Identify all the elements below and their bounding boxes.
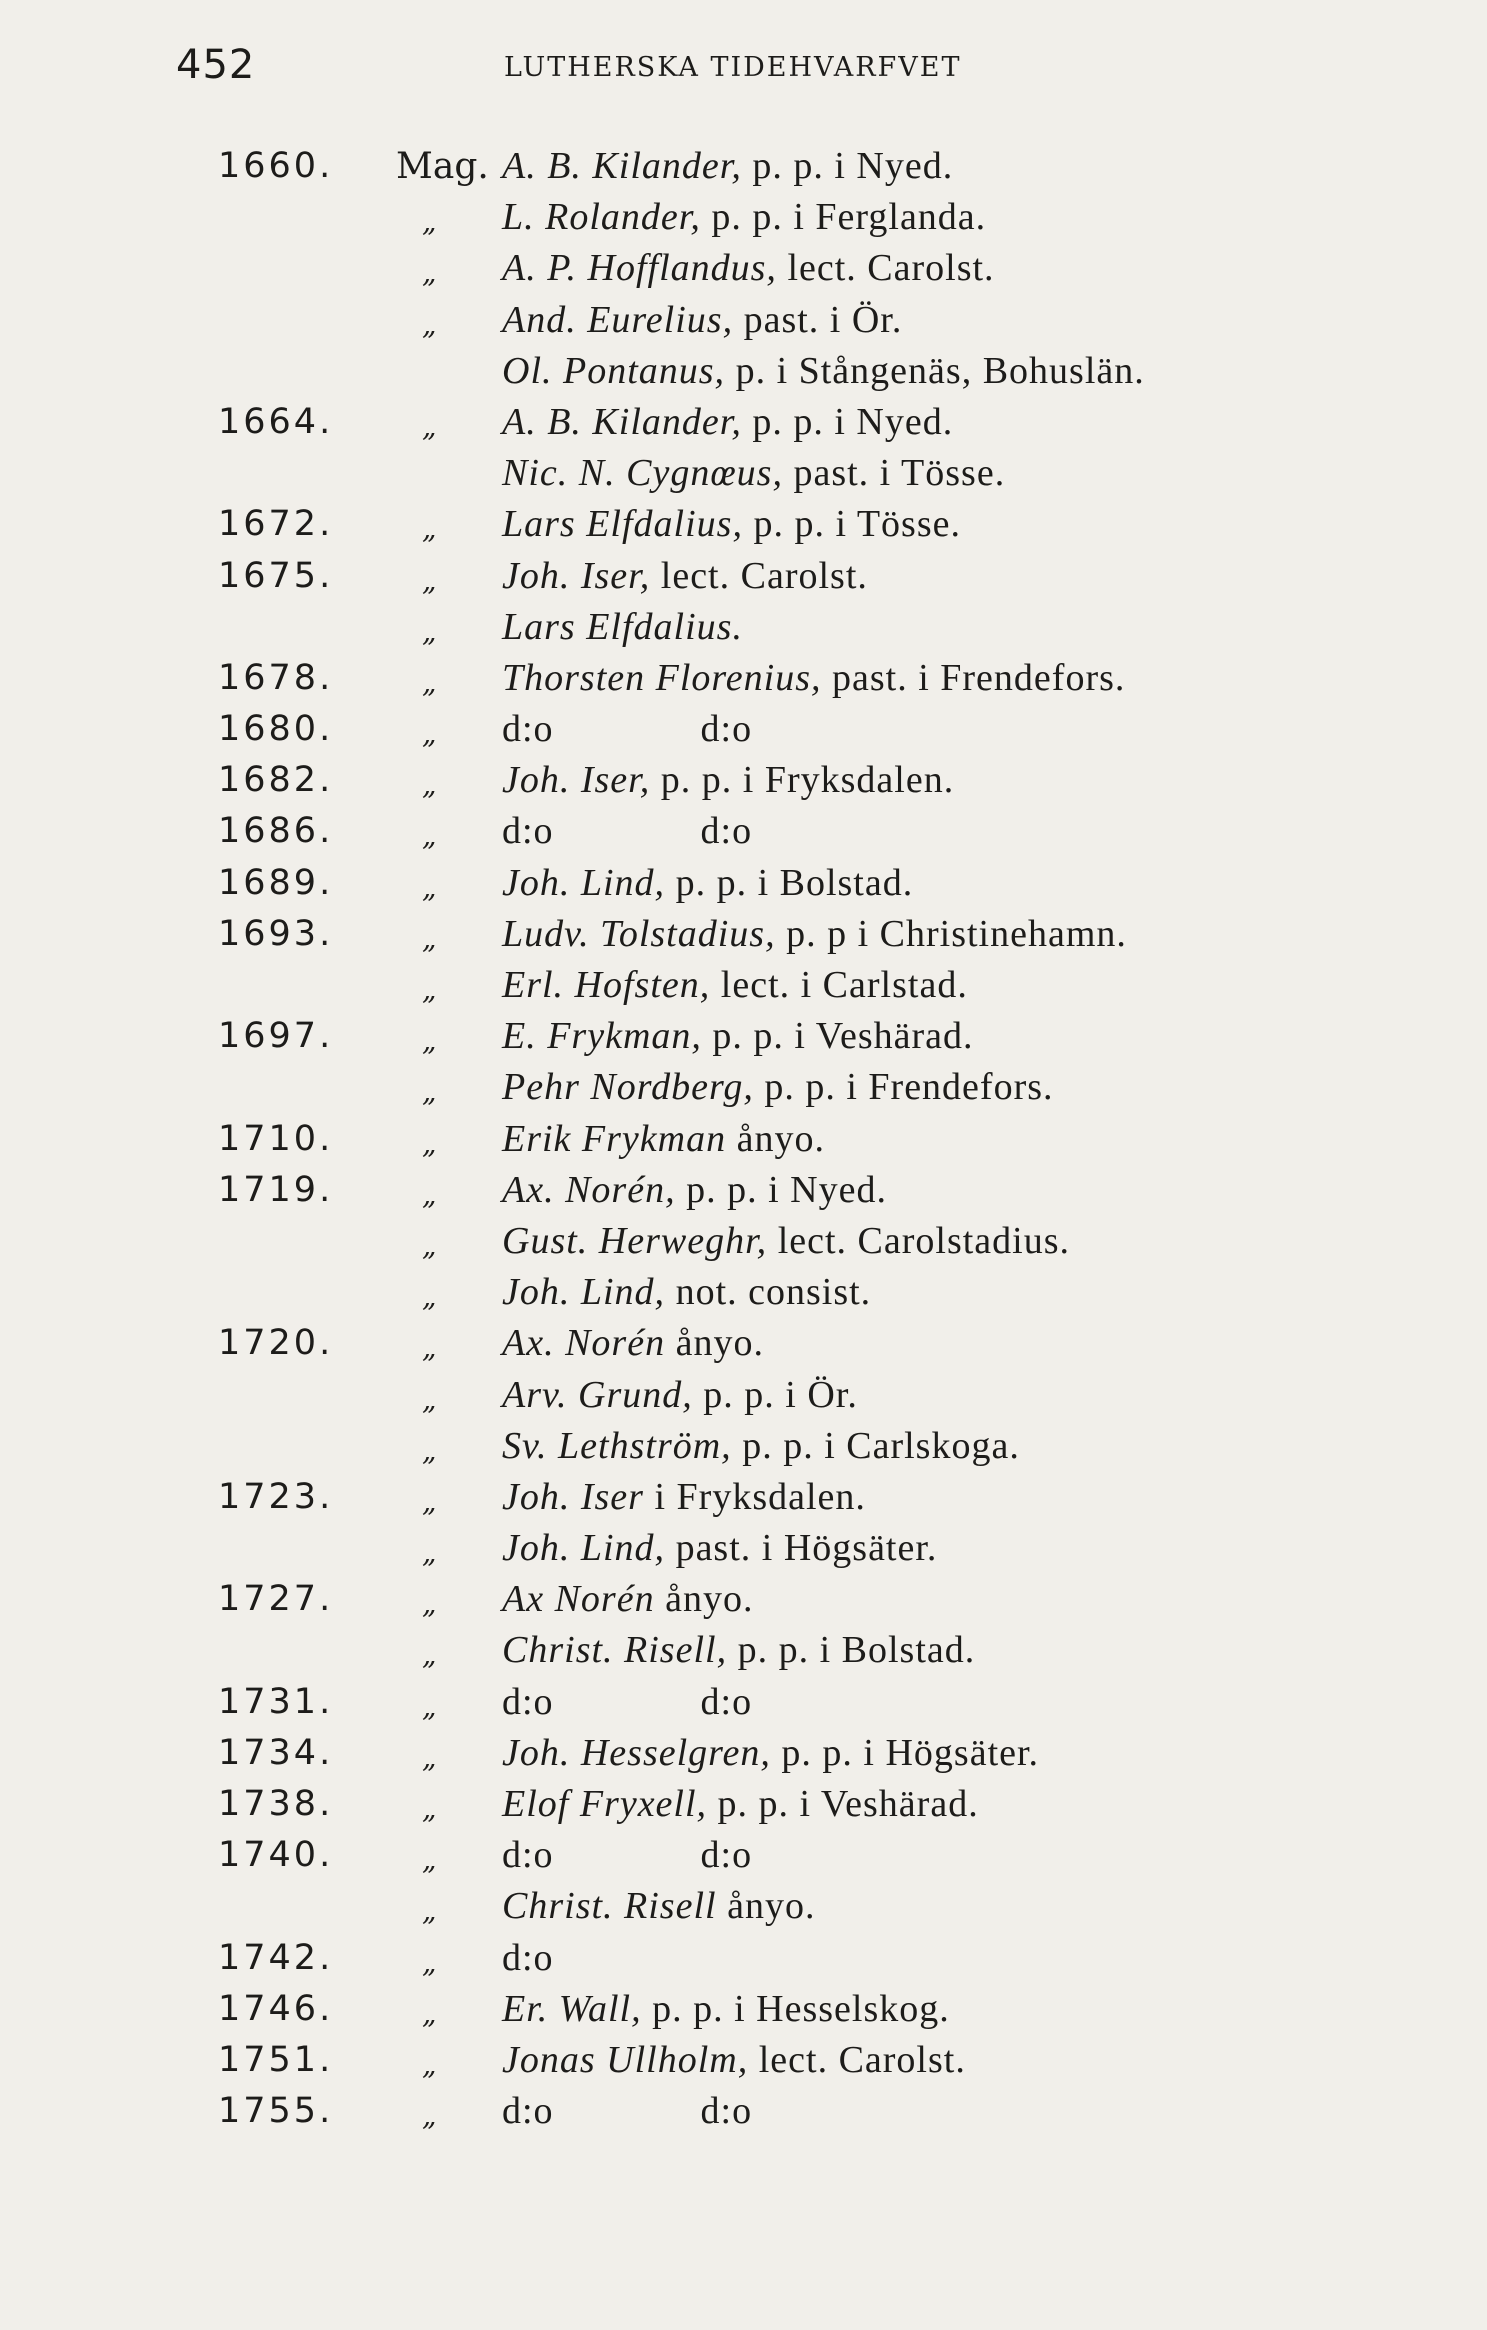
person-name: Arv. Grund, (502, 1373, 693, 1416)
list-item (0, 1778, 1487, 1829)
person-name: Sv. Lethström, (502, 1424, 732, 1467)
list-item (0, 447, 1487, 498)
ditto-mark: „ (422, 717, 437, 751)
entry-year: 1693. (218, 913, 334, 954)
ditto-mark: „ (422, 1843, 437, 1877)
ditto-mark: „ (422, 307, 437, 341)
office-text: d:o d:o (502, 2090, 753, 2133)
office-text: ånyo. (665, 1578, 754, 1621)
entry-text (502, 1884, 815, 1928)
page-header (176, 38, 976, 98)
office-text: d:o d:o (502, 708, 753, 751)
ditto-mark: „ (422, 205, 437, 239)
office-text: d:o d:o (502, 1834, 753, 1877)
entry-year: 1723. (218, 1476, 334, 1517)
entry-year: 1738. (218, 1784, 334, 1824)
list-item (0, 601, 1487, 652)
person-name: Joh. Lind, (502, 1527, 666, 1570)
running-title: LUTHERSKA TIDEHVARFVET (504, 52, 962, 83)
entry-text (502, 502, 961, 546)
office-text: p. p. i Ör. (703, 1373, 858, 1416)
entry-text (502, 1936, 554, 1980)
entry-year: 1710. (218, 1118, 334, 1159)
person-name: Joh. Iser, (502, 759, 651, 802)
person-name: Joh. Iser, (502, 554, 651, 597)
person-name: Joh. Iser (502, 1475, 644, 1518)
entry-text (502, 451, 1005, 495)
entry-year: 1686. (218, 811, 334, 852)
list-item (0, 908, 1487, 959)
ditto-mark: „ (422, 819, 437, 853)
office-text: ånyo. (727, 1885, 816, 1928)
person-name: Erl. Hofsten, (502, 964, 711, 1006)
office-text: lect. Carolstadius. (777, 1219, 1071, 1262)
office-text: p. p. i Nyed. (752, 145, 954, 187)
ditto-mark: „ (422, 1382, 437, 1416)
list-item (0, 242, 1487, 293)
ditto-mark: „ (422, 1075, 437, 1109)
office-text: not. consist. (675, 1271, 872, 1314)
entry-text (502, 963, 968, 1007)
entry-text (502, 809, 752, 853)
office-text: p. p. i Carlskoga. (742, 1424, 1020, 1467)
entry-year: 1731. (218, 1681, 334, 1722)
office-text: p. p. i Bolstad. (675, 861, 914, 904)
list-item (0, 550, 1487, 601)
list-item (0, 1932, 1487, 1983)
entry-text (502, 195, 986, 239)
ditto-mark: „ (422, 1638, 437, 1672)
ditto-mark: „ (422, 1587, 437, 1621)
entry-text (502, 554, 868, 598)
entry-text (502, 912, 1127, 956)
page-number: 452 (176, 42, 256, 88)
person-name: Joh. Hesselgren, (502, 1731, 771, 1774)
office-text: p. p. i Högsäter. (781, 1731, 1040, 1774)
entry-year: 1734. (218, 1732, 334, 1773)
ditto-mark: „ (422, 409, 437, 443)
office-text: p. p. i Nyed. (686, 1168, 887, 1211)
person-name: Nic. N. Cygnœus, (502, 452, 783, 495)
person-name: Ax Norén (502, 1578, 655, 1621)
entry-text (502, 400, 953, 444)
list-item (0, 191, 1487, 242)
list-item (0, 1420, 1487, 1471)
entry-text (502, 1321, 764, 1365)
person-name: A. P. Hofflandus, (502, 247, 777, 290)
ditto-mark: „ (422, 614, 437, 648)
office-text: d:o d:o (502, 1680, 753, 1723)
entry-text (502, 1680, 752, 1724)
office-text: p. p. i Frendefors. (764, 1066, 1054, 1109)
list-item (0, 1317, 1487, 1368)
office-text: p. p. i Nyed. (752, 400, 954, 443)
ditto-mark: „ (422, 1331, 437, 1365)
list-item (0, 1573, 1487, 1624)
entry-year: 1727. (218, 1579, 334, 1620)
ditto-mark: „ (422, 1484, 437, 1518)
list-item (0, 1880, 1487, 1931)
list-item (0, 2034, 1487, 2085)
entry-year: 1664. (218, 401, 334, 442)
ditto-mark: „ (422, 1024, 437, 1058)
entry-year: 1682. (218, 760, 334, 801)
list-item (0, 1676, 1487, 1727)
person-name: L. Rolander, (502, 196, 701, 239)
list-item (0, 1164, 1487, 1215)
office-text: past. i Tösse. (793, 452, 1006, 495)
ditto-mark: „ (422, 1894, 437, 1928)
ditto-mark: „ (422, 870, 437, 904)
list-item (0, 498, 1487, 549)
office-text: past. i Frendefors. (832, 656, 1126, 699)
list-item (0, 959, 1487, 1010)
list-item (0, 1829, 1487, 1880)
person-name: Jonas Ullholm, (502, 2038, 749, 2081)
ditto-mark: „ (422, 1177, 437, 1211)
office-text: p. p. i Tösse. (753, 503, 961, 546)
entry-text (502, 707, 752, 751)
person-name: Christ. Risell, (502, 1629, 728, 1672)
office-text: d:o d:o (502, 810, 753, 853)
entry-text (502, 1987, 950, 2031)
person-name: A. B. Kilander, (502, 145, 742, 187)
ditto-mark: „ (422, 768, 437, 802)
entry-year: 1660. (218, 146, 334, 186)
list-item (0, 345, 1487, 396)
entry-text (502, 1782, 979, 1826)
office-text: ånyo. (675, 1322, 764, 1365)
list-item (0, 1983, 1487, 2034)
person-name: Joh. Lind, (502, 1271, 666, 1314)
entry-year: 1675. (218, 555, 334, 596)
entry-text (502, 1014, 974, 1058)
ditto-mark: „ (422, 1996, 437, 2030)
ditto-mark: „ (422, 563, 437, 597)
entry-text (502, 1731, 1039, 1775)
entry-year: 1746. (218, 1988, 334, 2029)
entry-text (502, 758, 954, 802)
list-item (0, 2085, 1487, 2136)
entry-text (502, 1424, 1020, 1468)
entry-text (502, 1270, 871, 1314)
office-text: ånyo. (736, 1117, 825, 1160)
person-name: Elof Fryxell, (502, 1783, 708, 1825)
entry-year: 1742. (218, 1937, 334, 1978)
office-text: p. p. i Ferglanda. (711, 196, 987, 239)
person-name: Ol. Pontanus, (502, 349, 726, 392)
person-name: A. B. Kilander, (502, 400, 742, 443)
ditto-mark: „ (422, 1126, 437, 1160)
ditto-mark: „ (422, 1280, 437, 1314)
person-name: Ludv. Tolstadius, (502, 912, 776, 955)
person-name: E. Frykman, (502, 1015, 702, 1058)
office-text: lect. Carolst. (787, 247, 995, 290)
list-item (0, 857, 1487, 908)
office-text: p. p. i Veshärad. (717, 1783, 979, 1825)
entry-year: 1751. (218, 2039, 334, 2080)
entry-text (502, 2089, 752, 2133)
person-name: Joh. Lind, (502, 861, 666, 904)
person-name: Gust. Herweghr, (502, 1219, 768, 1262)
list-item (0, 140, 1487, 191)
entry-text (502, 1373, 858, 1417)
list-item (0, 703, 1487, 754)
entry-text (502, 1168, 887, 1212)
person-name: Christ. Risell (502, 1885, 717, 1928)
ditto-mark: „ (422, 921, 437, 955)
entry-text (502, 1526, 937, 1570)
entry-text (502, 861, 913, 905)
office-text: i Fryksdalen. (654, 1475, 866, 1518)
office-text: p. p. i Veshärad. (712, 1015, 974, 1058)
ditto-mark: „ (422, 1740, 437, 1774)
ditto-mark: „ (422, 256, 437, 290)
list-item (0, 805, 1487, 856)
entry-text (502, 1117, 825, 1161)
office-text: p. p. i Bolstad. (737, 1629, 976, 1672)
person-name: Pehr Nordberg, (502, 1066, 754, 1109)
entry-year: 1755. (218, 2091, 334, 2132)
list-item (0, 754, 1487, 805)
list-item (0, 1010, 1487, 1061)
person-name: Erik Frykman (502, 1117, 727, 1160)
list-item (0, 1522, 1487, 1573)
entry-year: 1740. (218, 1835, 334, 1876)
office-text: lect. Carolst. (758, 2038, 966, 2081)
office-text: p. i Stångenäs, Bohuslän. (735, 349, 1145, 392)
entry-text (502, 1833, 752, 1877)
entry-text (502, 349, 1145, 393)
ditto-mark: „ (422, 665, 437, 699)
person-name: Lars Elfdalius, (502, 503, 743, 546)
list-item (0, 652, 1487, 703)
list-item (0, 1369, 1487, 1420)
office-text: past. i Högsäter. (675, 1527, 938, 1570)
ditto-mark: „ (422, 1536, 437, 1570)
entry-year: 1672. (218, 504, 334, 545)
list-item (0, 1266, 1487, 1317)
person-name: Er. Wall, (502, 1987, 642, 2030)
ditto-mark: „ (422, 1689, 437, 1723)
entry-year: 1719. (218, 1169, 334, 1210)
office-text: past. i Ör. (743, 298, 903, 341)
list-item (0, 1215, 1487, 1266)
entry-text (502, 1577, 753, 1621)
list-item (0, 294, 1487, 345)
office-text: p. p. i Hesselskog. (652, 1987, 950, 2030)
entry-text (502, 144, 953, 188)
entry-text (502, 1219, 1070, 1263)
ditto-mark: „ (422, 1792, 437, 1825)
person-name: Ax. Norén (502, 1322, 666, 1365)
entry-text (502, 1628, 975, 1672)
entry-text (502, 1065, 1054, 1109)
entry-year: 1697. (218, 1016, 334, 1057)
list-item (0, 396, 1487, 447)
office-text: p. p i Christinehamn. (786, 912, 1127, 955)
ditto-mark: „ (422, 2047, 437, 2081)
office-text: p. p. i Fryksdalen. (660, 759, 955, 802)
ditto-mark: „ (422, 2099, 437, 2133)
office-text: d:o (502, 1936, 554, 1979)
entry-year: 1689. (218, 862, 334, 903)
person-name: Ax. Norén, (502, 1168, 676, 1211)
ditto-mark: „ (422, 1228, 437, 1262)
entry-year: 1720. (218, 1323, 334, 1364)
ditto-mark: „ (422, 512, 437, 546)
list-item (0, 1113, 1487, 1164)
entry-text (502, 298, 902, 342)
entry-text (502, 1475, 866, 1519)
entry-text (502, 656, 1125, 700)
entry-list (0, 140, 1487, 2136)
person-name: Lars Elfdalius. (502, 605, 743, 648)
person-name: Thorsten Florenius, (502, 656, 822, 699)
ditto-mark: „ (422, 1945, 437, 1979)
entry-text (502, 605, 743, 649)
list-item (0, 1061, 1487, 1112)
entry-text (502, 2038, 966, 2082)
list-item (0, 1727, 1487, 1778)
entry-year: 1680. (218, 709, 334, 750)
entry-degree: Mag. (396, 146, 489, 187)
ditto-mark: „ (422, 1433, 437, 1467)
ditto-mark: „ (422, 973, 437, 1006)
entry-year: 1678. (218, 657, 334, 698)
list-item (0, 1471, 1487, 1522)
list-item (0, 1624, 1487, 1675)
office-text: lect. Carolst. (660, 554, 868, 597)
person-name: And. Eurelius, (502, 298, 734, 341)
office-text: lect. i Carlstad. (720, 964, 968, 1006)
entry-text (502, 246, 995, 290)
